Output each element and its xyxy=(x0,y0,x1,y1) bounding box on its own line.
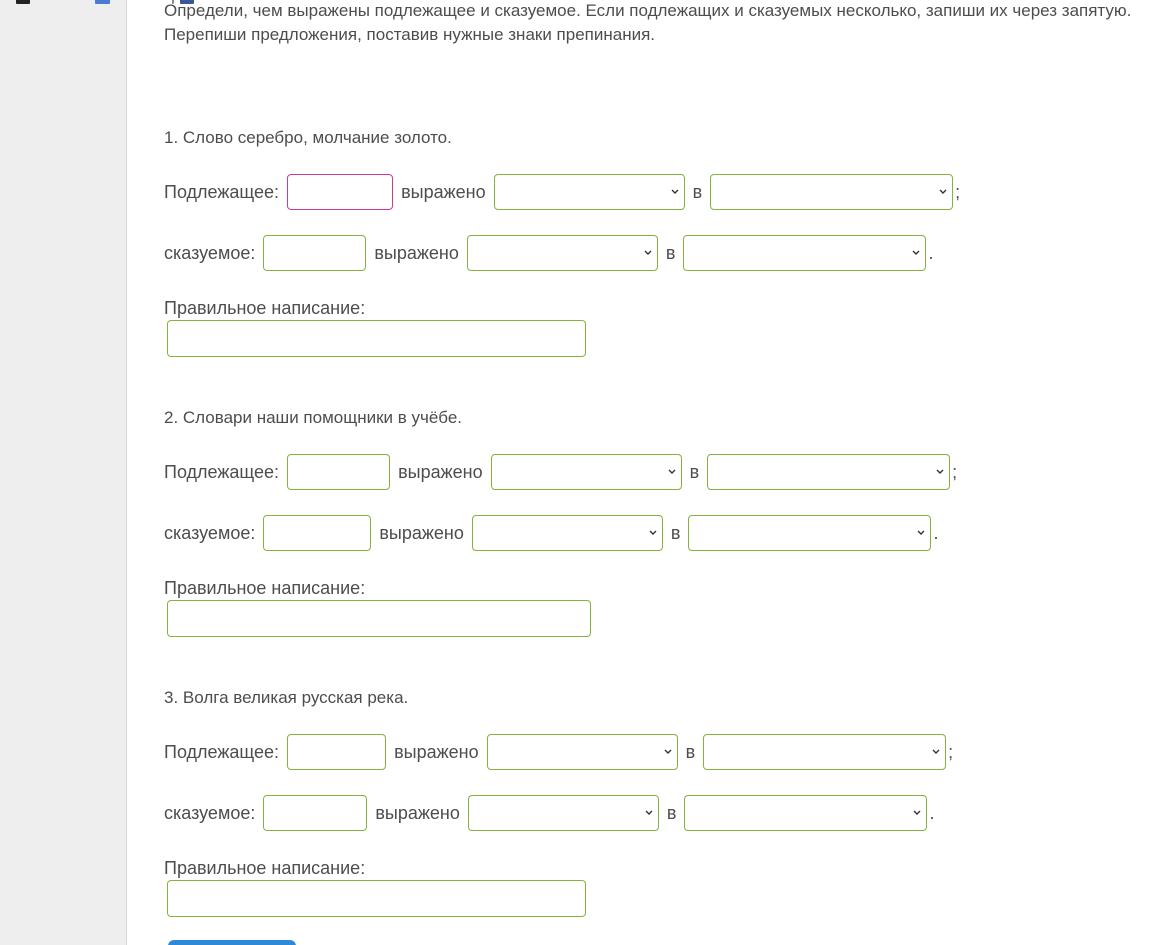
subject-part-of-speech-select[interactable] xyxy=(487,734,678,770)
expressed-label: выражено xyxy=(379,522,464,543)
in-label: в xyxy=(665,242,676,263)
expressed-label: выражено xyxy=(401,181,486,202)
submit-button[interactable] xyxy=(168,940,296,945)
subject-row xyxy=(164,453,957,491)
chevron-down-icon xyxy=(938,184,948,200)
subject-part-of-speech-select[interactable] xyxy=(494,174,685,210)
chevron-down-icon xyxy=(670,184,680,200)
subject-input[interactable] xyxy=(287,454,390,490)
predicate-row xyxy=(164,514,938,552)
predicate-part-of-speech-select[interactable] xyxy=(472,515,663,551)
predicate-row xyxy=(164,794,934,832)
predicate-label: сказуемое: xyxy=(164,242,256,263)
period: . xyxy=(929,802,935,823)
in-label: в xyxy=(689,461,700,482)
chevron-down-icon xyxy=(911,245,921,261)
task-title: 1. Слово серебро, молчание золото. xyxy=(164,128,452,147)
chevron-down-icon xyxy=(916,525,926,541)
subject-form-select[interactable] xyxy=(710,174,953,210)
predicate-part-of-speech-select[interactable] xyxy=(467,235,658,271)
correct-spelling-label: Правильное написание: xyxy=(164,578,366,598)
predicate-form-select[interactable] xyxy=(688,515,931,551)
predicate-label: сказуемое: xyxy=(164,802,256,823)
subject-label: Подлежащее: xyxy=(164,461,280,482)
in-label: в xyxy=(670,522,681,543)
chevron-down-icon xyxy=(912,805,922,821)
chevron-down-icon xyxy=(931,744,941,760)
in-label: в xyxy=(692,181,703,202)
chevron-down-icon xyxy=(663,744,673,760)
chevron-down-icon xyxy=(643,245,653,261)
subject-label: Подлежащее: xyxy=(164,741,280,762)
predicate-row xyxy=(164,234,933,272)
predicate-input[interactable] xyxy=(263,515,371,551)
predicate-input[interactable] xyxy=(263,235,366,271)
expressed-label: выражено xyxy=(374,242,459,263)
subject-input[interactable] xyxy=(287,174,393,210)
instructions-line-1: Определи, чем выражены подлежащее и сказуемое. Если подлежащих и сказуемых несколько, запиши их через запятую. xyxy=(164,1,1132,20)
expressed-label: выражено xyxy=(375,802,460,823)
chevron-down-icon xyxy=(644,805,654,821)
period: . xyxy=(928,242,934,263)
predicate-part-of-speech-select[interactable] xyxy=(468,795,659,831)
correct-spelling-input[interactable] xyxy=(167,880,586,917)
chevron-down-icon xyxy=(935,464,945,480)
subject-form-select[interactable] xyxy=(703,734,946,770)
instructions xyxy=(164,0,1149,47)
chevron-down-icon xyxy=(648,525,658,541)
app-icon[interactable] xyxy=(16,0,30,4)
correct-spelling-input[interactable] xyxy=(167,600,591,637)
subject-form-select[interactable] xyxy=(707,454,950,490)
expressed-label: выражено xyxy=(398,461,483,482)
left-sidebar xyxy=(0,0,127,945)
predicate-form-select[interactable] xyxy=(683,235,926,271)
correct-spelling-input[interactable] xyxy=(167,320,586,357)
chevron-down-icon xyxy=(667,464,677,480)
semicolon: ; xyxy=(955,181,961,202)
task-title: 2. Словари наши помощники в учёбе. xyxy=(164,408,463,427)
semicolon: ; xyxy=(952,461,958,482)
predicate-input[interactable] xyxy=(263,795,367,831)
correct-spelling-label: Правильное написание: xyxy=(164,298,366,318)
subject-row xyxy=(164,173,960,211)
in-label: в xyxy=(685,741,696,762)
period: . xyxy=(933,522,939,543)
instructions-line-2: Перепиши предложения, поставив нужные знаки препинания. xyxy=(164,25,656,44)
expressed-label: выражено xyxy=(394,741,479,762)
semicolon: ; xyxy=(948,741,954,762)
predicate-form-select[interactable] xyxy=(684,795,927,831)
subject-part-of-speech-select[interactable] xyxy=(491,454,682,490)
subject-label: Подлежащее: xyxy=(164,181,280,202)
predicate-label: сказуемое: xyxy=(164,522,256,543)
subject-row xyxy=(164,733,953,771)
in-label: в xyxy=(666,802,677,823)
bookmark-icon[interactable] xyxy=(95,0,110,4)
subject-input[interactable] xyxy=(287,734,386,770)
task-title: 3. Волга великая русская река. xyxy=(164,688,409,707)
correct-spelling-label: Правильное написание: xyxy=(164,858,366,878)
